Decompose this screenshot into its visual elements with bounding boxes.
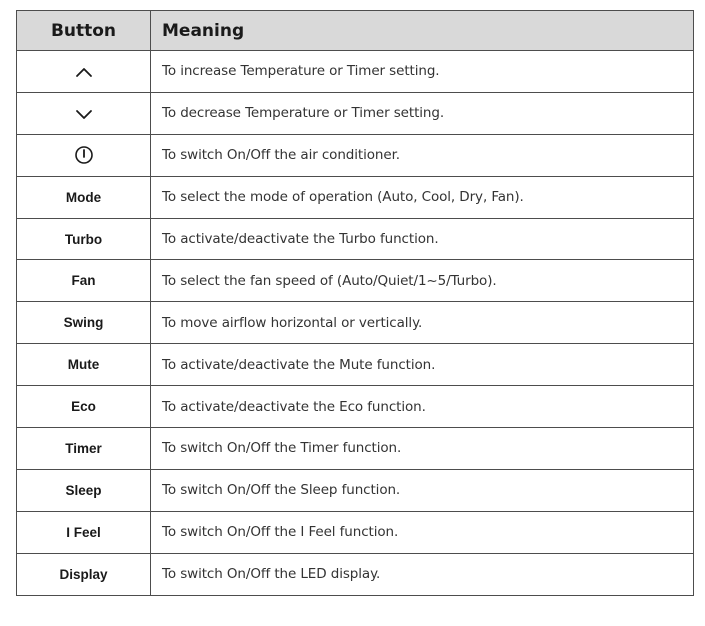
table-row [17, 134, 694, 176]
chevron-down-icon [75, 108, 93, 120]
power-icon [74, 145, 94, 165]
meaning-cell: To select the fan speed of (Auto/Quiet/1~5/Turbo). [151, 260, 694, 302]
table-row [17, 344, 694, 386]
button-cell [17, 51, 151, 93]
button-label-mute: Mute [17, 344, 151, 386]
table-row [17, 92, 694, 134]
meaning-cell: To decrease Temperature or Timer setting. [151, 92, 694, 134]
meaning-cell: To increase Temperature or Timer setting. [151, 51, 694, 93]
column-header-meaning: Meaning [151, 11, 694, 51]
button-label-display: Display [17, 553, 151, 595]
table-row [17, 302, 694, 344]
button-label-timer: Timer [17, 428, 151, 470]
button-cell [17, 92, 151, 134]
table-row [17, 386, 694, 428]
chevron-up-icon [75, 66, 93, 78]
table-header-row [17, 11, 694, 51]
table-row [17, 218, 694, 260]
meaning-cell: To activate/deactivate the Eco function. [151, 386, 694, 428]
button-cell [17, 134, 151, 176]
table-row [17, 469, 694, 511]
meaning-cell: To switch On/Off the air conditioner. [151, 134, 694, 176]
button-meaning-table [16, 10, 694, 596]
table-row [17, 511, 694, 553]
button-label-mode: Mode [17, 176, 151, 218]
button-label-turbo: Turbo [17, 218, 151, 260]
meaning-cell: To switch On/Off the LED display. [151, 553, 694, 595]
meaning-cell: To switch On/Off the Sleep function. [151, 469, 694, 511]
meaning-cell: To select the mode of operation (Auto, Cool, Dry, Fan). [151, 176, 694, 218]
table-row [17, 553, 694, 595]
meaning-cell: To activate/deactivate the Turbo function. [151, 218, 694, 260]
button-label-sleep: Sleep [17, 469, 151, 511]
table-row [17, 260, 694, 302]
meaning-cell: To move airflow horizontal or vertically. [151, 302, 694, 344]
meaning-cell: To activate/deactivate the Mute function. [151, 344, 694, 386]
table-row [17, 176, 694, 218]
table-row [17, 51, 694, 93]
meaning-cell: To switch On/Off the Timer function. [151, 428, 694, 470]
button-label-eco: Eco [17, 386, 151, 428]
table-row [17, 428, 694, 470]
button-label-swing: Swing [17, 302, 151, 344]
button-label-fan: Fan [17, 260, 151, 302]
button-label-i-feel: I Feel [17, 511, 151, 553]
column-header-button: Button [17, 11, 151, 51]
meaning-cell: To switch On/Off the I Feel function. [151, 511, 694, 553]
